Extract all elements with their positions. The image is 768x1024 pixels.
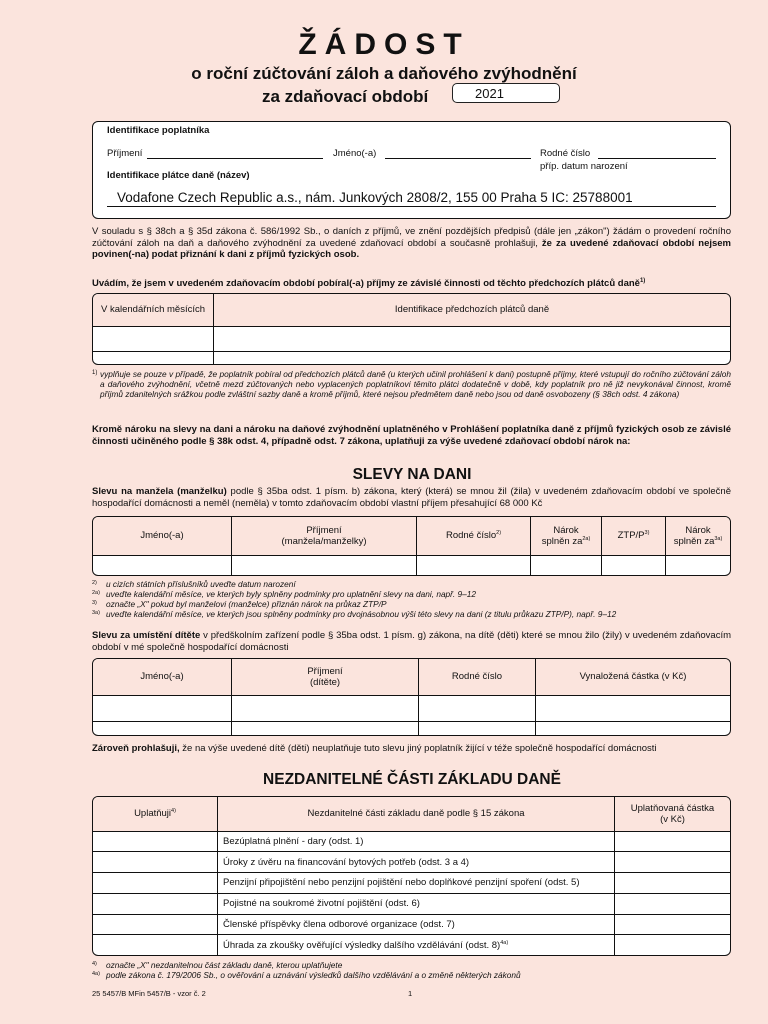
spouse-credit-paragraph [92, 486, 731, 509]
previous-payers-table [92, 293, 731, 365]
declaration-bold: Zároveň prohlašuji, [92, 743, 180, 754]
previous-payers-heading-text: Uvádím, že jsem v uvedeném zdaňovacím období pobíral(-a) příjmy ze závislé činnosti od těchto předchozích plátců daně [92, 278, 640, 290]
surname-label: Příjmení [107, 148, 143, 159]
surname-field[interactable] [147, 158, 323, 159]
child-placement-bold: Slevu za umístění dítěte [92, 630, 201, 641]
child-placement-paragraph [92, 630, 731, 653]
col-claim2-label: Nárok [685, 524, 711, 536]
spouse-credit-bold: Slevu na manžela (manželku) [92, 486, 227, 497]
col-claim-sub: splněn za [541, 535, 583, 547]
apply-checkbox[interactable] [93, 852, 218, 873]
child-birth-cell[interactable] [419, 722, 536, 735]
footnote-mark: 2a) [92, 590, 100, 596]
col-child-surname-label: Příjmení [307, 665, 343, 677]
amount-cell[interactable] [615, 893, 731, 914]
col-surname-label: Příjmení [306, 524, 342, 536]
deduction-item: Penzijní připojištění nebo penzijní pojištění nebo doplňkové penzijní spoření (odst. 5) [218, 873, 615, 894]
footnote-text: označte „X" pokud byl manželovi (manželce) přiznán nárok na průkaz ZTP/P [106, 599, 387, 609]
footnote-text: podle zákona č. 179/2006 Sb., o ověřování a uznávání výsledků dalšího vzdělávání a o změně některých zákonů [106, 970, 521, 980]
spouse-claim-cell[interactable] [531, 555, 602, 575]
apply-checkbox[interactable] [93, 831, 218, 852]
col-months: V kalendářních měsících [93, 294, 214, 326]
taxpayer-id-label: Identifikace poplatníka [107, 125, 210, 136]
col-child-birth: Rodné číslo [419, 659, 536, 695]
birth-number-field[interactable] [598, 158, 716, 159]
declaration-text: že na výše uvedené dítě (děti) neuplatňuje tuto slevu jiný poplatník žijící v téže společně hospodařící domácnosti [182, 743, 657, 754]
amount-cell[interactable] [615, 914, 731, 935]
deduction-item: Členské příspěvky člena odborové organizace (odst. 7) [218, 914, 615, 935]
footnote-ref: 3) [644, 530, 650, 537]
birth-number-label: Rodné číslo [540, 148, 591, 159]
col-claimed-amount [615, 797, 731, 831]
footnote-text: u cizích státních příslušníků uveďte datum narození [106, 579, 296, 589]
child-surname-cell[interactable] [232, 722, 419, 735]
col-child-amount: Vynaložená částka (v Kč) [536, 659, 731, 695]
footnote-mark: 2) [92, 580, 97, 586]
footnote-mark: 3a) [92, 610, 100, 616]
footnote-mark: 4) [92, 961, 97, 967]
child-amount-cell[interactable] [536, 722, 731, 735]
footnote-text: vyplňuje se pouze v případě, že poplatník pobíral od předchozích plátců daně (u kterých učinil prohlášení k dani) postupně příjmy, které vstupují do ročního zúčtování záloh a daňového zvýhodnění, včetně mezd zúčtovaných nebo vyplacených poplatníkovi těmito plátci dodatečně v době, kdy poplatník pro ně již nevykonával činnost, kromě příjmů zdanitelných srážkou podle zvláštní sazby daně a kromě příjmů, které nejsou předmětem daně nebo jsou od daně osvobozeny (§ 38ch odst. 4 zákona) [100, 369, 731, 399]
months-cell[interactable] [93, 351, 214, 364]
form-code: 25 5457/B MFin 5457/B - vzor č. 2 [92, 989, 206, 998]
deductions-table [92, 796, 731, 956]
tax-credits-heading: SLEVY NA DANI [352, 466, 472, 483]
col-apply-label: Uplatňuji [134, 808, 172, 820]
period-label: za zdaňovací období [262, 87, 429, 106]
col-claim2-sub: splněn za [673, 535, 715, 547]
payer-field-line [107, 206, 716, 207]
payer-cell[interactable] [214, 351, 731, 364]
col-amount-sub: (v Kč) [660, 813, 685, 825]
child-name-cell[interactable] [93, 695, 232, 722]
deduction-item: Pojistné na soukromé životní pojištění (odst. 6) [218, 893, 615, 914]
col-birth-number [417, 517, 531, 555]
footnote-mark: 3) [92, 600, 97, 606]
name-label: Jméno(-a) [333, 148, 377, 159]
child-declaration [92, 743, 752, 755]
form-title: ŽÁDOST [298, 28, 470, 61]
col-name: Jméno(-a) [93, 517, 232, 555]
child-amount-cell[interactable] [536, 695, 731, 722]
col-ztp-label: ZTP/P [617, 530, 645, 542]
footnote-text: uveďte kalendářní měsíce, ve kterých jsou splněny podmínky pro dvojnásobnou výši této slevy na dani (z titulu průkazu ZTP/P), např. 9–12 [106, 609, 617, 619]
birth-date-label: příp. datum narození [540, 161, 628, 172]
deduction-item: Úroky z úvěru na financování bytových potřeb (odst. 3 a 4) [218, 852, 615, 873]
intro-text-bold: že za uvedené zdaňovací období nejsem povinen(-na) podat přiznání k dani z příjmů fyzických osob. [92, 237, 732, 260]
footnote-ref: 4) [171, 808, 176, 815]
amount-cell[interactable] [615, 831, 731, 852]
child-name-cell[interactable] [93, 722, 232, 735]
footnote-ref: 2a) [582, 535, 591, 542]
apply-checkbox[interactable] [93, 935, 218, 955]
identification-box [92, 121, 731, 219]
deduction-footnotes [92, 960, 752, 980]
child-birth-cell[interactable] [419, 695, 536, 722]
amount-cell[interactable] [615, 935, 731, 955]
spouse-ztp-cell[interactable] [602, 555, 666, 575]
deduction-item: Bezúplatná plnění - dary (odst. 1) [218, 831, 615, 852]
apply-checkbox[interactable] [93, 893, 218, 914]
intro-text: V souladu s § 38ch a § 35d zákona č. 586/1992 Sb., o daních z příjmů, ve znění pozdějších předpisů (dále jen „zákon") žádám o provedení ročního zúčtování záloh na daň a daňového zvýhodnění za uvedené zdaňovací období a současně prohlašuji, [92, 226, 731, 249]
footnote-ref: 2) [496, 530, 502, 537]
deduction-item-label: Úhrada za zkoušky ověřující výsledky dalšího vzdělávání (odst. 8) [223, 939, 501, 951]
col-claim [531, 517, 602, 555]
col-surname-sub: (manžela/manželky) [281, 535, 367, 547]
footnote-text: uveďte kalendářní měsíce, ve kterých byly splněny podmínky pro uplatnění slevy na dani, např. 9–12 [106, 589, 476, 599]
col-surname [232, 517, 417, 555]
spouse-birth-cell[interactable] [417, 555, 531, 575]
footnote-ref: 4a) [500, 939, 509, 946]
col-claim-label: Nárok [553, 524, 579, 536]
child-surname-cell[interactable] [232, 695, 419, 722]
claim-paragraph: Kromě nároku na slevy na dani a nároku na daňové zvýhodnění uplatněného v Prohlášení poplatníka daně z příjmů fyzických osob ze závislé činnosti učiněného podle § 38k odst. 4, případně odst. 7 zákona, uplatňuji za výše uvedené zdaňovací období nárok na: [92, 424, 731, 447]
spouse-footnotes [92, 579, 752, 619]
col-child-surname-sub: (dítěte) [309, 676, 341, 688]
col-apply [93, 797, 218, 831]
months-cell[interactable] [93, 326, 214, 351]
footnote-1 [92, 369, 731, 399]
intro-paragraph [92, 226, 731, 261]
apply-checkbox[interactable] [93, 873, 218, 894]
col-child-surname [232, 659, 419, 695]
col-deduction-items: Nezdanitelné části základu daně podle § 15 zákona [218, 797, 615, 831]
col-birth-label: Rodné číslo [445, 530, 497, 542]
payer-id-label: Identifikace plátce daně (název) [107, 170, 250, 181]
footnote-ref: 1) [639, 278, 646, 284]
page-number: 1 [408, 989, 413, 998]
col-previous-payers: Identifikace předchozích plátců daně [214, 294, 731, 326]
amount-cell[interactable] [615, 852, 731, 873]
deduction-item [218, 935, 615, 955]
child-table [92, 658, 731, 736]
footnote-mark: 1) [92, 370, 98, 376]
payer-cell[interactable] [214, 326, 731, 351]
spouse-claim2-cell[interactable] [666, 555, 731, 575]
spouse-table [92, 516, 731, 576]
form-subtitle: o roční zúčtování záloh a daňového zvýhodnění [191, 64, 577, 83]
name-field[interactable] [385, 158, 531, 159]
deductions-heading: NEZDANITELNÉ ČÁSTI ZÁKLADU DANĚ [263, 771, 561, 788]
apply-checkbox[interactable] [93, 914, 218, 935]
col-ztp [602, 517, 666, 555]
spouse-credit-text: podle § 35ba odst. 1 písm. b) zákona, který (která) se mnou žil (žila) v uvedeném zdaňovacím období ve společně hospodařící domácnosti a neměl (neměla) v tomto zdaňovacím období vlastní příjem přesahující 68 000 Kč [92, 486, 731, 509]
spouse-name-cell[interactable] [93, 555, 232, 575]
col-amount-label: Uplatňovaná částka [630, 802, 715, 814]
footnote-ref: 3a) [714, 535, 723, 542]
amount-cell[interactable] [615, 873, 731, 894]
payer-value[interactable]: Vodafone Czech Republic a.s., nám. Junkových 2808/2, 155 00 Praha 5 IC: 25788001 [117, 190, 633, 205]
spouse-surname-cell[interactable] [232, 555, 417, 575]
footnote-mark: 4a) [92, 971, 100, 977]
previous-payers-heading [92, 276, 752, 290]
col-claim-2 [666, 517, 731, 555]
col-child-name: Jméno(-a) [93, 659, 232, 695]
child-placement-text: v předškolním zařízení podle § 35ba odst. 1 písm. g) zákona, na dítě (děti) které se mnou žilo (žily) v uvedeném zdaňovacím období v mé společně hospodařící domácnosti [92, 630, 731, 653]
footnote-text: označte „X" nezdanitelnou část základu daně, kterou uplatňujete [106, 960, 343, 970]
year-field[interactable]: 2021 [452, 83, 560, 103]
